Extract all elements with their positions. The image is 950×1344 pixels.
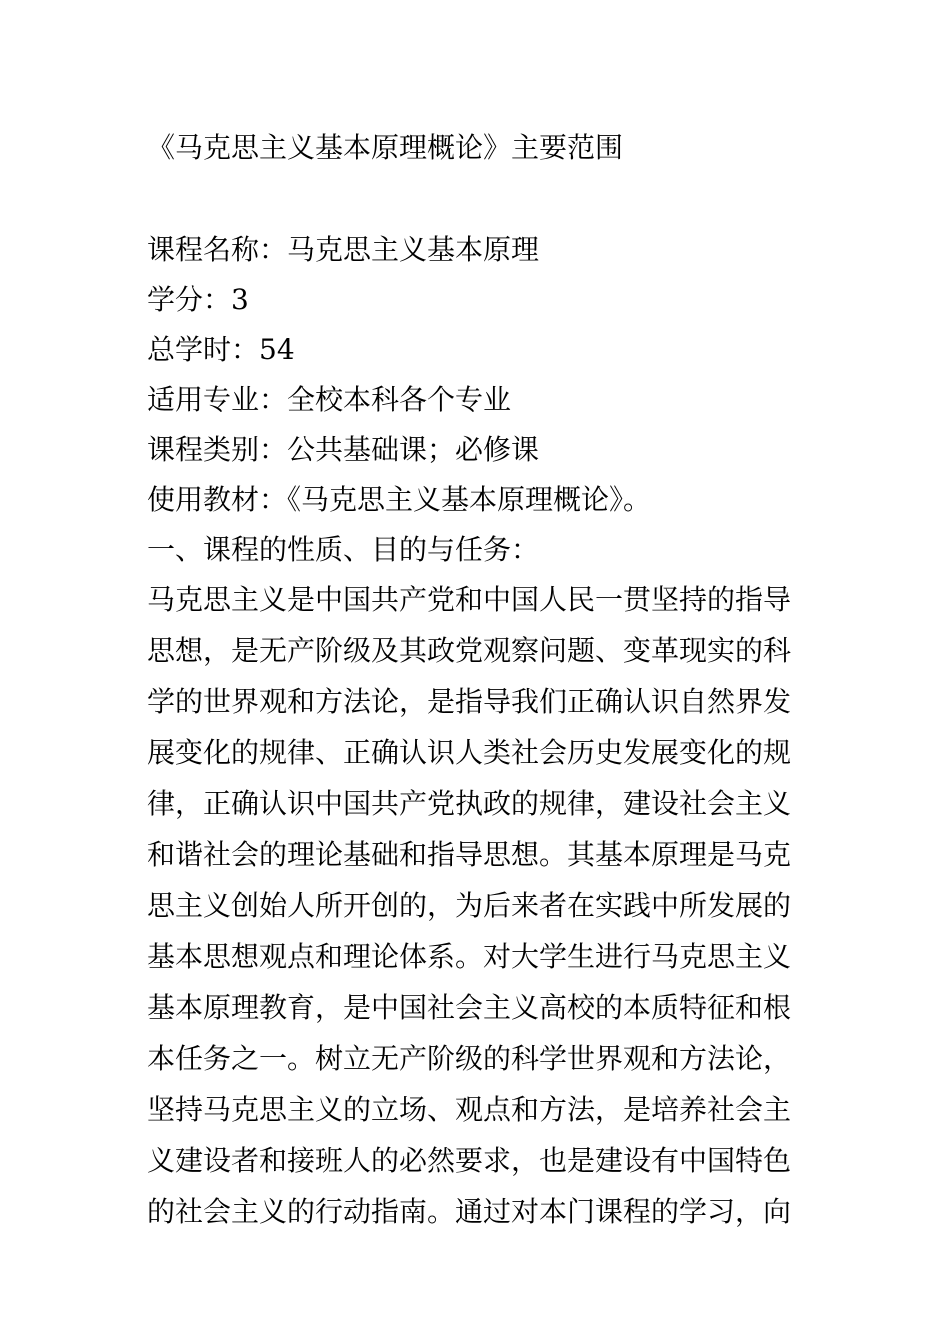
paragraph-line: 学的世界观和方法论，是指导我们正确认识自然界发: [147, 685, 792, 718]
section-heading: 一、课程的性质、目的与任务：: [147, 533, 540, 566]
paragraph-line: 基本原理教育，是中国社会主义高校的本质特征和根: [147, 991, 792, 1024]
applicable-majors: 适用专业：全校本科各个专业: [147, 383, 512, 416]
paragraph-line: 马克思主义是中国共产党和中国人民一贯坚持的指导: [147, 583, 792, 616]
document-title: 《马克思主义基本原理概论》主要范围: [147, 131, 624, 164]
paragraph-line: 基本思想观点和理论体系。对大学生进行马克思主义: [147, 940, 792, 973]
document-body: [147, 230, 817, 1243]
course-category: 课程类别：公共基础课；必修课: [147, 433, 540, 466]
textbook: 使用教材：《马克思主义基本原理概论》。: [147, 483, 652, 516]
paragraph: [147, 580, 817, 1243]
paragraph-line: 和谐社会的理论基础和指导思想。其基本原理是马克: [147, 838, 792, 871]
paragraph-line: 本任务之一。树立无产阶级的科学世界观和方法论，: [147, 1042, 792, 1075]
paragraph-line: 思想，是无产阶级及其政党观察问题、变革现实的科: [147, 634, 792, 667]
course-name: 课程名称：马克思主义基本原理: [147, 233, 540, 266]
total-hours: 总学时：54: [147, 333, 295, 366]
paragraph-line: 思主义创始人所开创的，为后来者在实践中所发展的: [147, 889, 792, 922]
paragraph-line: 义建设者和接班人的必然要求，也是建设有中国特色: [147, 1144, 792, 1177]
paragraph-line: 律，正确认识中国共产党执政的规律，建设社会主义: [147, 787, 792, 820]
paragraph-line: 坚持马克思主义的立场、观点和方法，是培养社会主: [147, 1093, 792, 1126]
paragraph-line: 展变化的规律、正确认识人类社会历史发展变化的规: [147, 736, 792, 769]
credits: 学分：3: [147, 283, 249, 316]
paragraph-line: 的社会主义的行动指南。通过对本门课程的学习，向: [147, 1195, 792, 1228]
